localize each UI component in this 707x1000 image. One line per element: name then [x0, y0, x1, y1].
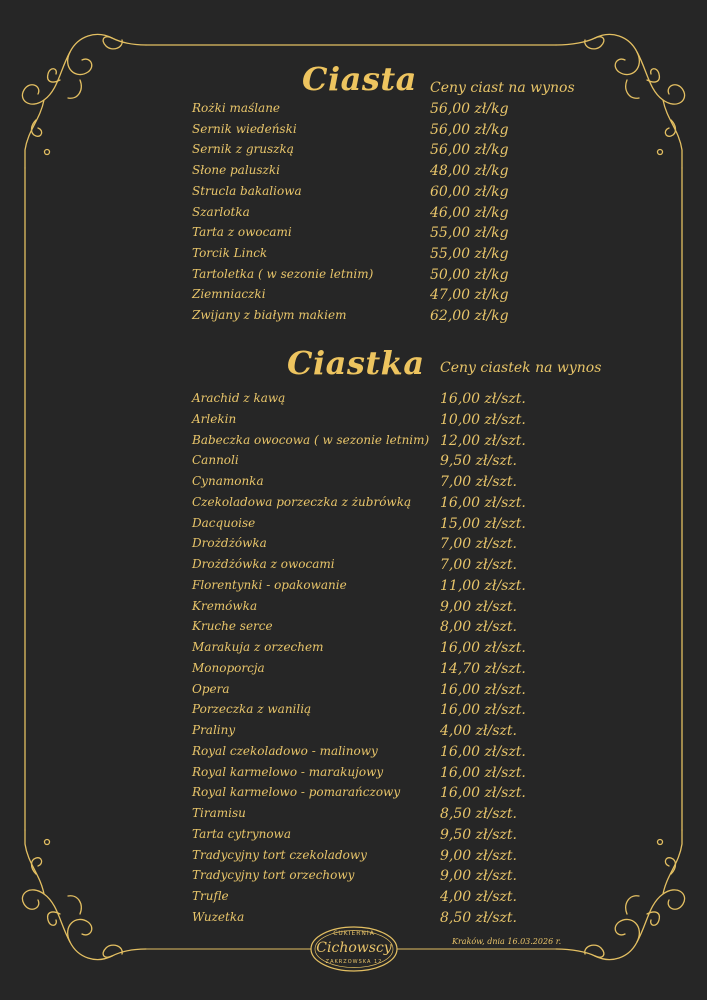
menu-item: [192, 287, 552, 307]
cakes-title: Ciasta: [302, 60, 417, 98]
item-name: Tradycyjny tort orzechowy: [192, 868, 355, 883]
item-price: 56,00 zł/kg: [430, 121, 509, 138]
menu-item: [192, 640, 552, 660]
menu-item: [192, 536, 552, 556]
menu-item: [192, 868, 552, 888]
menu-item: [192, 599, 552, 619]
menu-item: [192, 391, 552, 411]
corner-ornament-top-right: [556, 34, 685, 168]
menu-item: [192, 848, 552, 868]
menu-item: [192, 495, 552, 515]
item-price: 9,00 zł/szt.: [440, 868, 517, 885]
logo-top-text: CUKIERNIA: [333, 930, 375, 937]
item-name: Czekoladowa porzeczka z żubrówką: [192, 494, 412, 509]
item-price: 9,50 zł/szt.: [440, 826, 517, 843]
item-price: 9,00 zł/szt.: [440, 598, 517, 615]
menu-item: [192, 184, 552, 204]
logo-main-text: Cichowscy: [316, 940, 392, 956]
menu-item: [192, 702, 552, 722]
cookies-title: Ciastka: [287, 344, 425, 382]
menu-item: [192, 765, 552, 785]
item-price: 16,00 zł/szt.: [440, 743, 526, 760]
item-name: Torcik Linck: [192, 245, 268, 260]
menu-item: [192, 682, 552, 702]
item-price: 56,00 zł/kg: [430, 142, 509, 159]
item-name: Cynamonka: [192, 474, 264, 488]
cakes-subtitle: Ceny ciast na wynos: [430, 80, 575, 96]
menu-item: [192, 806, 552, 826]
menu-item: [192, 246, 552, 266]
menu-item: [192, 433, 552, 453]
item-price: 16,00 zł/szt.: [440, 785, 526, 802]
cookies-subtitle: Ceny ciastek na wynos: [440, 360, 602, 376]
corner-ornament-bottom-left: [22, 830, 146, 960]
item-name: Tarta cytrynowa: [192, 826, 291, 841]
item-name: Słone paluszki: [192, 163, 280, 178]
item-price: 46,00 zł/kg: [430, 204, 509, 221]
item-name: Trufle: [192, 889, 229, 903]
item-price: 4,00 zł/szt.: [440, 723, 517, 739]
menu-item: [192, 101, 552, 121]
item-name: Sernik wiedeński: [192, 121, 297, 136]
menu-item: [192, 827, 552, 847]
menu-item: [192, 142, 552, 162]
item-name: Royal karmelowo - pomarańczowy: [192, 785, 401, 800]
item-price: 16,00 zł/szt.: [440, 640, 526, 656]
menu-item: [192, 723, 552, 743]
item-name: Strucla bakaliowa: [192, 183, 302, 198]
menu-item: [192, 122, 552, 142]
corner-ornament-top-left: [22, 34, 146, 168]
item-price: 16,00 zł/szt.: [440, 494, 526, 511]
menu-item: [192, 205, 552, 225]
bakery-logo: [311, 926, 397, 972]
item-price: 50,00 zł/kg: [430, 266, 509, 283]
item-price: 16,00 zł/szt.: [440, 764, 526, 781]
item-name: Praliny: [192, 723, 236, 737]
item-name: Szarlotka: [192, 204, 250, 219]
item-name: Wuzetka: [192, 909, 245, 924]
item-price: 16,00 zł/szt.: [440, 391, 526, 407]
item-price: 7,00 zł/szt.: [440, 557, 517, 573]
item-name: Tartoletka ( w sezonie letnim): [192, 266, 374, 281]
item-name: Sernik z gruszką: [192, 142, 294, 157]
menu-item: [192, 453, 552, 473]
menu-item: [192, 516, 552, 536]
item-price: 4,00 zł/szt.: [440, 889, 517, 905]
item-name: Porzeczka z wanilią: [192, 702, 312, 717]
item-price: 62,00 zł/kg: [430, 308, 509, 324]
item-name: Tarta z owocami: [192, 225, 292, 240]
item-name: Royal czekoladowo - malinowy: [192, 743, 378, 758]
item-name: Monoporcja: [192, 660, 265, 675]
item-name: Opera: [192, 681, 230, 696]
item-name: Kruche serce: [192, 619, 273, 634]
item-price: 56,00 zł/kg: [430, 101, 509, 117]
item-name: Zwijany z białym makiem: [192, 308, 347, 322]
item-name: Dacquoise: [192, 515, 256, 530]
menu-item: [192, 785, 552, 805]
item-name: Tiramisu: [192, 806, 246, 820]
item-name: Tradycyjny tort czekoladowy: [192, 847, 367, 862]
item-name: Royal karmelowo - marakujowy: [192, 764, 384, 779]
item-price: 9,00 zł/szt.: [440, 847, 517, 864]
item-price: 16,00 zł/szt.: [440, 681, 526, 698]
menu-item: [192, 412, 552, 432]
item-price: 10,00 zł/szt.: [440, 411, 526, 428]
item-price: 55,00 zł/kg: [430, 245, 509, 262]
item-price: 11,00 zł/szt.: [440, 577, 526, 594]
item-name: Babeczka owocowa ( w sezonie letnim): [192, 432, 430, 447]
item-name: Arlekin: [192, 411, 237, 426]
item-price: 7,00 zł/szt.: [440, 474, 517, 490]
menu-item: [192, 267, 552, 287]
logo-bottom-text: ZAKRZOWSKA 12: [325, 959, 383, 965]
item-name: Rożki maślane: [192, 101, 281, 115]
menu-item: [192, 744, 552, 764]
item-price: 8,50 zł/szt.: [440, 909, 517, 926]
menu-item: [192, 225, 552, 245]
menu-item: [192, 308, 552, 328]
menu-item: [192, 474, 552, 494]
item-name: Drożdżówka z owocami: [192, 557, 335, 571]
item-price: 12,00 zł/szt.: [440, 432, 526, 449]
menu-item: [192, 661, 552, 681]
menu-item: [192, 619, 552, 639]
item-price: 9,50 zł/szt.: [440, 453, 517, 470]
item-price: 60,00 zł/kg: [430, 183, 509, 200]
menu-item: [192, 163, 552, 183]
item-price: 7,00 zł/szt.: [440, 536, 517, 553]
footer-date: Kraków, dnia 16.03.2026 r.: [452, 937, 562, 946]
item-name: Ziemniaczki: [192, 287, 266, 302]
item-name: Cannoli: [192, 453, 239, 468]
menu-item: [192, 557, 552, 577]
menu-item: [192, 889, 552, 909]
item-price: 48,00 zł/kg: [430, 163, 509, 180]
corner-ornament-bottom-right: [556, 830, 685, 960]
item-name: Marakuja z orzechem: [192, 640, 324, 654]
item-name: Arachid z kawą: [192, 391, 286, 405]
item-price: 14,70 zł/szt.: [440, 660, 526, 677]
item-price: 47,00 zł/kg: [430, 287, 509, 304]
item-name: Drożdżówka: [192, 536, 267, 551]
item-name: Florentynki - opakowanie: [192, 577, 347, 592]
item-price: 55,00 zł/kg: [430, 225, 509, 242]
menu-item: [192, 578, 552, 598]
item-price: 15,00 zł/szt.: [440, 515, 526, 532]
item-name: Kremówka: [192, 598, 258, 613]
item-price: 16,00 zł/szt.: [440, 702, 526, 719]
item-price: 8,50 zł/szt.: [440, 806, 517, 822]
item-price: 8,00 zł/szt.: [440, 619, 517, 636]
